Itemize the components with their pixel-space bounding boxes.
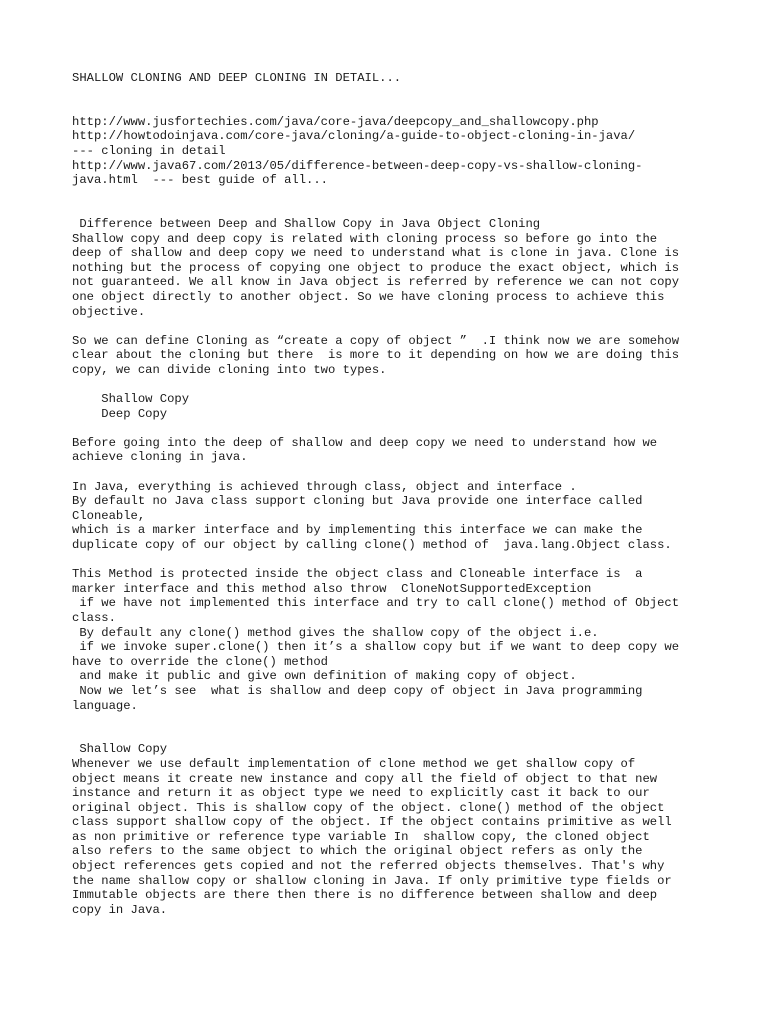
reference-links [72,115,712,188]
paragraph-line: class. [72,610,116,625]
paragraph-line: class support shallow copy of the object. If the object contains primitive as well [72,815,672,830]
paragraph-line: In Java, everything is achieved through class, object and interface . [72,479,577,494]
paragraph-line: copy in Java. [72,902,168,917]
paragraph-line: Immutable objects are there then there is no difference between shallow and deep [72,888,658,903]
paragraph-line: copy, we can divide cloning into two types. [72,362,387,377]
paragraph-line: and make it public and give own definition of making copy of object. [72,669,577,684]
paragraph-line: clear about the cloning but there is more to it depending on how we are doing this [72,348,680,363]
spacer [72,86,712,115]
paragraph-line: which is a marker interface and by implementing this interface we can make the [72,523,643,538]
document-title: SHALLOW CLONING AND DEEP CLONING IN DETAIL... [72,71,402,85]
paragraph-line: Now we let’s see what is shallow and deep copy of object in Java programming [72,683,643,698]
spacer [72,713,712,742]
paragraph-line: instance and return it as object type we need to explicitly cast it back to our [72,786,650,801]
paragraph-line: if we have not implemented this interface and try to call clone() method of Object [72,596,680,611]
paragraph [72,757,712,918]
cloning-types-list [72,392,712,421]
spacer [72,465,712,480]
paragraph-line: as non primitive or reference type variable In shallow copy, the cloned object [72,829,650,844]
list-item: Shallow Copy [72,392,190,407]
spacer [72,319,712,334]
spacer [72,421,712,436]
paragraph [72,436,712,465]
section-heading: Shallow Copy [72,742,168,757]
paragraph-line: language. [72,698,138,713]
paragraph-line: the name shallow copy or shallow cloning in Java. If only primitive type fields or [72,873,672,888]
document-page [72,71,712,917]
paragraph [72,334,712,378]
paragraph-line: have to override the clone() method [72,654,328,669]
paragraph-line: nothing but the process of copying one object to produce the exact object, which is [72,260,680,275]
reference-link: java.html --- best guide of all... [72,173,328,188]
paragraph-line: This Method is protected inside the object class and Cloneable interface is a [72,567,643,582]
paragraph-line: By default any clone() method gives the shallow copy of the object i.e. [72,625,599,640]
reference-link: http://www.java67.com/2013/05/difference-between-deep-copy-vs-shallow-cloning- [72,158,643,173]
paragraph-line: duplicate copy of our object by calling clone() method of java.lang.Object class. [72,538,672,552]
paragraph-line: also refers to the same object to which the original object refers as only the [72,844,643,859]
paragraph-line: not guaranteed. We all know in Java object is referred by reference we can not copy [72,275,680,290]
list-item: Deep Copy [72,406,168,421]
spacer [72,188,712,217]
paragraph-line: objective. [72,304,146,319]
spacer [72,553,712,568]
paragraph [72,232,712,320]
paragraph-line: Cloneable, [72,508,146,523]
paragraph-line: if we invoke super.clone() then it’s a shallow copy but if we want to deep copy we [72,640,680,655]
paragraph-line: original object. This is shallow copy of the object. clone() method of the object [72,800,665,815]
paragraph-line: By default no Java class support cloning but Java provide one interface called [72,494,643,509]
spacer [72,377,712,392]
paragraph-line: Whenever we use default implementation of clone method we get shallow copy of [72,756,636,771]
paragraph-line: one object directly to another object. So we have cloning process to achieve this [72,289,665,304]
paragraph-line: achieve cloning in java. [72,450,248,465]
paragraph-line: marker interface and this method also throw CloneNotSupportedException [72,581,592,596]
paragraph-line: Shallow copy and deep copy is related with cloning process so before go into the [72,231,658,246]
paragraph-line: So we can define Cloning as “create a copy of object ” .I think now we are somehow [72,333,680,348]
reference-link: http://www.jusfortechies.com/java/core-java/deepcopy_and_shallowcopy.php [72,114,599,129]
paragraph-line: deep of shallow and deep copy we need to understand what is clone in java. Clone is [72,246,680,261]
paragraph-line: object references gets copied and not the referred objects themselves. That's why [72,859,665,874]
reference-link: http://howtodoinjava.com/core-java/cloning/a-guide-to-object-cloning-in-java/ [72,129,636,144]
paragraph [72,567,712,713]
reference-note: --- cloning in detail [72,143,226,158]
paragraph-line: Before going into the deep of shallow and deep copy we need to understand how we [72,435,658,450]
paragraph [72,480,712,553]
section-heading: Difference between Deep and Shallow Copy in Java Object Cloning [72,216,541,231]
paragraph-line: object means it create new instance and copy all the field of object to that new [72,771,658,786]
